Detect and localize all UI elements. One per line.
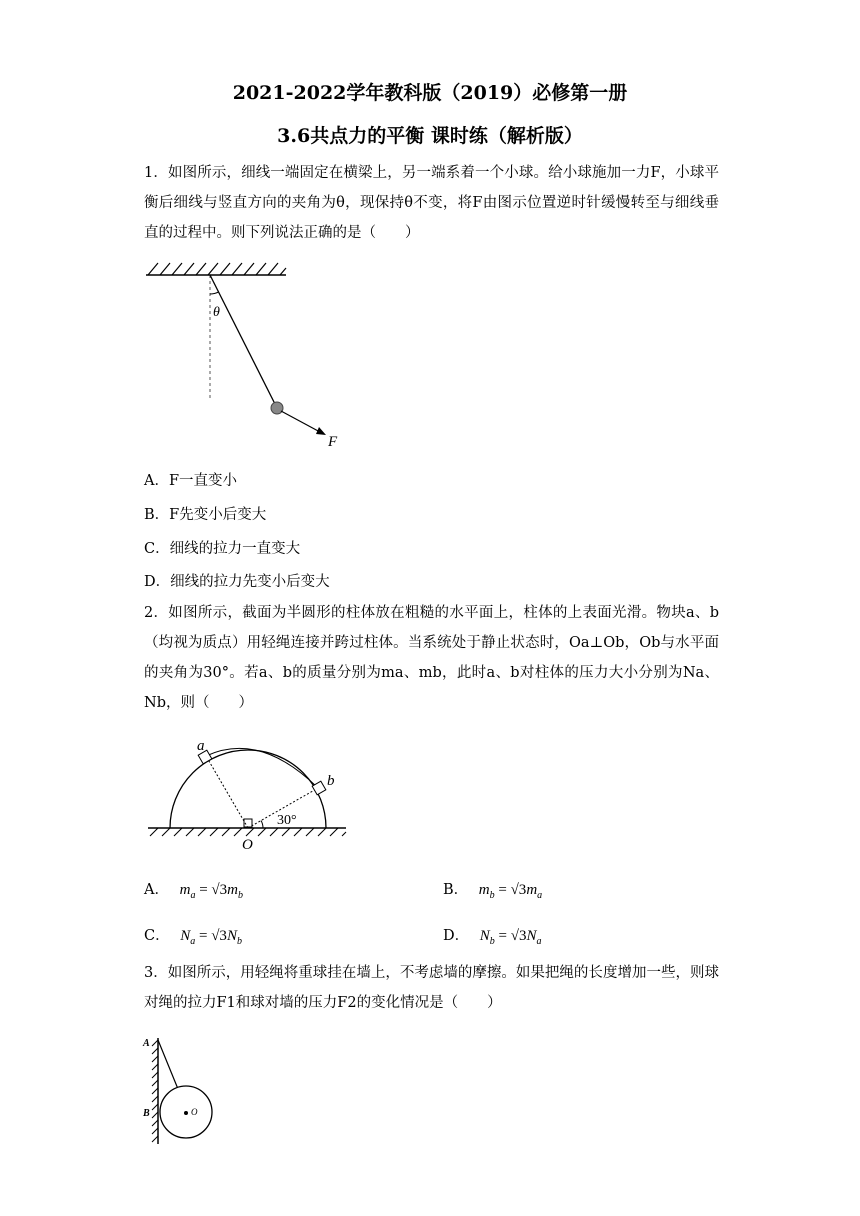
option-a-letter: A． xyxy=(144,882,169,898)
theta-label: θ xyxy=(213,305,220,320)
angle-arc xyxy=(261,821,263,829)
option-d-formula: $N_b = √3N_a$ xyxy=(479,928,542,947)
question-1-option-c: C．细线的拉力一直变大 xyxy=(144,541,301,557)
angle-label: 30° xyxy=(277,813,297,828)
ball xyxy=(271,402,283,414)
semicircle-cylinder xyxy=(170,750,326,828)
ball-center-dot xyxy=(184,1111,188,1115)
question-2-text: 2．如图所示，截面为半圆形的柱体放在粗糙的水平面上，柱体的上表面光滑。物块a、b（均视为质点）用轻绳连接并跨过柱体。当系统处于静止状态时，Oa⊥Ob，Ob与水平面的夹角为30°。若a、b的质量分别为ma、mb，此时a、b对柱体的压力大小分别为Na、Nb，则（ ） xyxy=(144,605,719,711)
question-1-text: 1．如图所示，细线一端固定在横梁上，另一端系着一个小球。给小球施加一力F，小球平衡后细线与竖直方向的夹角为θ，现保持θ不变，将F由图示位置逆时针缓慢转至与细线垂直的过程中。则下列说法正确的是（ ） xyxy=(144,165,719,241)
label-B: B xyxy=(143,1108,150,1119)
question-2-option-a xyxy=(144,878,243,901)
theta-arc xyxy=(210,292,219,294)
wall-hatch xyxy=(152,1040,158,1142)
question-1-option-d: D．细线的拉力先变小后变大 xyxy=(144,574,330,590)
question-3-figure xyxy=(138,1032,228,1148)
line-Oa xyxy=(206,756,248,828)
block-b xyxy=(312,781,326,795)
string-line xyxy=(210,275,277,408)
question-3-text: 3．如图所示，用轻绳将重球挂在墙上，不考虑墙的摩擦。如果把绳的长度增加一些，则球对绳的拉力F1和球对墙的压力F2的变化情况是（ ） xyxy=(144,965,719,1011)
option-a-formula: $m_a = √3m_b$ xyxy=(179,882,243,901)
force-arrow-head xyxy=(316,427,326,435)
label-b: b xyxy=(327,773,335,789)
question-1-option-a: A．F一直变小 xyxy=(144,473,238,489)
question-2-option-b xyxy=(443,878,542,901)
option-d-letter: D． xyxy=(443,928,470,944)
force-arrow-line xyxy=(281,411,320,432)
option-b-formula: $m_b = √3m_a$ xyxy=(478,882,543,901)
question-2-option-d xyxy=(443,924,541,947)
option-c-formula: $N_a = √3N_b$ xyxy=(180,928,242,947)
label-a: a xyxy=(197,738,205,754)
document-title: 2021-2022学年教科版（2019）必修第一册 xyxy=(232,82,628,104)
label-O: O xyxy=(242,837,253,853)
ceiling-beam xyxy=(146,263,286,275)
question-1-figure xyxy=(140,258,360,458)
option-c-letter: C． xyxy=(144,928,170,944)
ground-hatch xyxy=(150,828,346,836)
question-1-option-b: B．F先变小后变大 xyxy=(144,507,267,523)
label-A: A xyxy=(143,1038,150,1049)
question-2-figure xyxy=(140,735,360,855)
label-O: O xyxy=(191,1107,198,1117)
force-label: F xyxy=(328,434,338,450)
rope-line xyxy=(158,1040,178,1089)
question-2-option-c xyxy=(144,924,242,947)
option-b-letter: B． xyxy=(443,882,469,898)
document-subtitle: 3.6共点力的平衡 课时练（解析版） xyxy=(277,125,583,147)
